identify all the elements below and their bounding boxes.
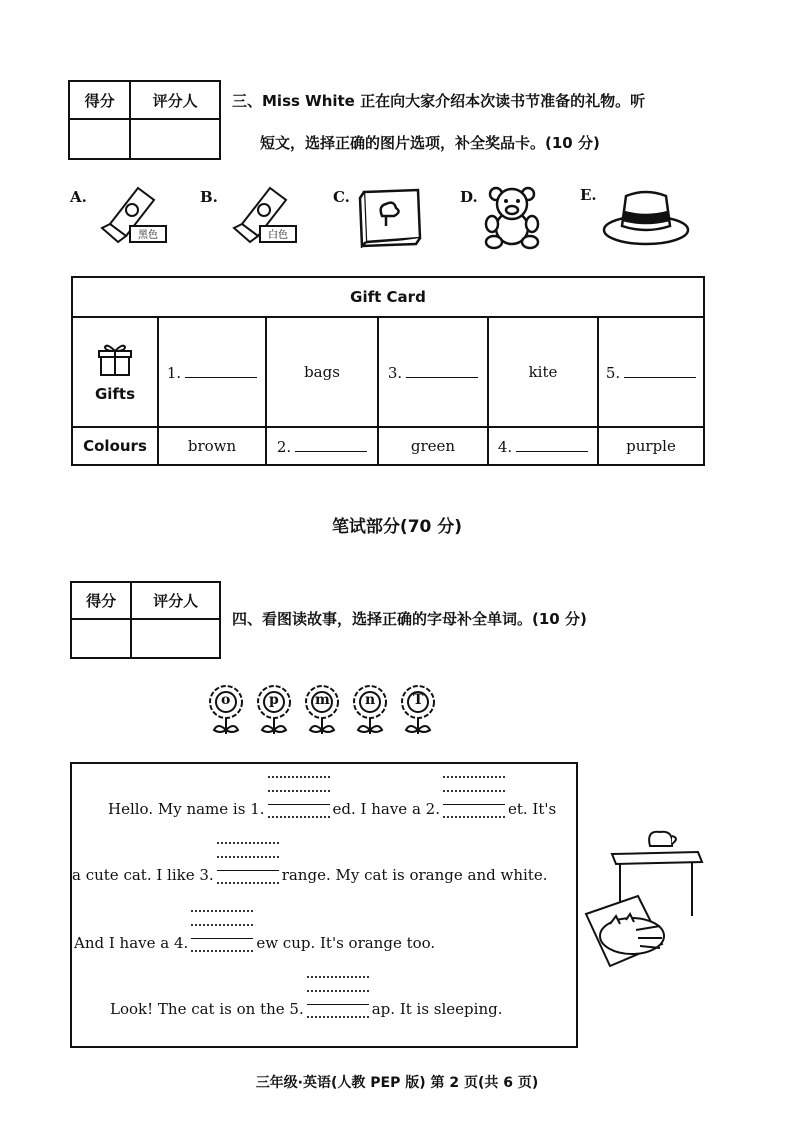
option-d-label: D. bbox=[460, 188, 478, 206]
letter-blank-3[interactable] bbox=[217, 864, 279, 880]
grader-cell[interactable] bbox=[131, 619, 220, 658]
gift-cell-3[interactable]: 3. bbox=[378, 317, 488, 427]
colour-cell-4[interactable]: 4. bbox=[488, 427, 598, 465]
cup-icon bbox=[649, 832, 672, 846]
q3-title-line2: 短文，选择正确的图片选项，补全奖品卡。(10 分) bbox=[260, 134, 600, 152]
white-paint-tube-icon[interactable] bbox=[224, 180, 304, 246]
q4-title: 四、看图读故事，选择正确的字母补全单词。(10 分) bbox=[232, 610, 587, 628]
flower-letter-o: o bbox=[221, 692, 231, 708]
gift-cell-1[interactable]: 1. bbox=[158, 317, 266, 427]
white-tag-text: 白色 bbox=[268, 230, 288, 241]
colour-cell-green: green bbox=[378, 427, 488, 465]
hat-icon[interactable] bbox=[600, 186, 692, 248]
flower-letter-p: p bbox=[269, 692, 279, 708]
story-box bbox=[70, 762, 578, 1048]
score-label: 得分 bbox=[71, 582, 131, 619]
letter-blank-1[interactable] bbox=[268, 798, 330, 814]
gift-card-table bbox=[71, 276, 705, 466]
letter-blank-2[interactable] bbox=[443, 798, 505, 814]
story-line-4: Look! The cat is on the 5. ap. It is sleeping. bbox=[110, 998, 502, 1018]
story-line-3: And I have a 4. ew cup. It's orange too. bbox=[74, 932, 435, 952]
answer-blank[interactable] bbox=[624, 363, 696, 378]
option-e-label: E. bbox=[580, 186, 597, 204]
answer-blank[interactable] bbox=[406, 363, 478, 378]
grader-label: 评分人 bbox=[131, 582, 220, 619]
score-cell[interactable] bbox=[69, 119, 130, 159]
gift-card-title: Gift Card bbox=[72, 277, 704, 317]
answer-blank[interactable] bbox=[295, 437, 367, 452]
colour-cell-brown: brown bbox=[158, 427, 266, 465]
gifts-header-cell bbox=[72, 317, 158, 427]
black-paint-tube-icon[interactable] bbox=[92, 180, 172, 246]
teddy-bear-icon[interactable] bbox=[484, 184, 540, 252]
grader-cell[interactable] bbox=[130, 119, 220, 159]
score-box-1 bbox=[68, 80, 221, 160]
story-line-2: a cute cat. I like 3. range. My cat is orange and white. bbox=[72, 864, 547, 884]
written-section-title: 笔试部分(70 分) bbox=[331, 517, 463, 537]
letter-blank-5[interactable] bbox=[307, 998, 369, 1014]
letter-blank-4[interactable] bbox=[191, 932, 253, 948]
gifts-label: Gifts bbox=[94, 385, 136, 403]
answer-blank[interactable] bbox=[185, 363, 257, 378]
colour-cell-2[interactable]: 2. bbox=[266, 427, 378, 465]
option-c-label: C. bbox=[333, 188, 350, 206]
gift-cell-kite: kite bbox=[488, 317, 598, 427]
score-cell[interactable] bbox=[71, 619, 131, 658]
black-tag-text: 黑色 bbox=[138, 230, 158, 241]
option-a-label: A. bbox=[70, 188, 87, 206]
q3-title-line1: 三、Miss White 正在向大家介绍本次读书节准备的礼物。听 bbox=[232, 92, 646, 110]
flower-letter-T: T bbox=[413, 692, 424, 708]
answer-blank[interactable] bbox=[516, 437, 588, 452]
flower-row bbox=[204, 682, 444, 738]
gift-cell-bags: bags bbox=[266, 317, 378, 427]
gift-box-icon bbox=[97, 341, 133, 377]
story-line-1: Hello. My name is 1. ed. I have a 2. et. It's bbox=[108, 798, 556, 818]
option-b-label: B. bbox=[200, 188, 218, 206]
cat-under-table-illustration bbox=[580, 826, 704, 976]
score-label: 得分 bbox=[69, 81, 130, 119]
book-icon[interactable] bbox=[356, 186, 426, 248]
colour-cell-purple: purple bbox=[598, 427, 704, 465]
gift-cell-5[interactable]: 5. bbox=[598, 317, 704, 427]
grader-label: 评分人 bbox=[130, 81, 220, 119]
flower-letter-m: m bbox=[315, 692, 330, 708]
page-footer: 三年级·英语(人教 PEP 版) 第 2 页(共 6 页) bbox=[255, 1075, 539, 1091]
score-box-2 bbox=[70, 581, 221, 659]
colours-label: Colours bbox=[72, 427, 158, 465]
flower-letter-n: n bbox=[365, 692, 376, 708]
